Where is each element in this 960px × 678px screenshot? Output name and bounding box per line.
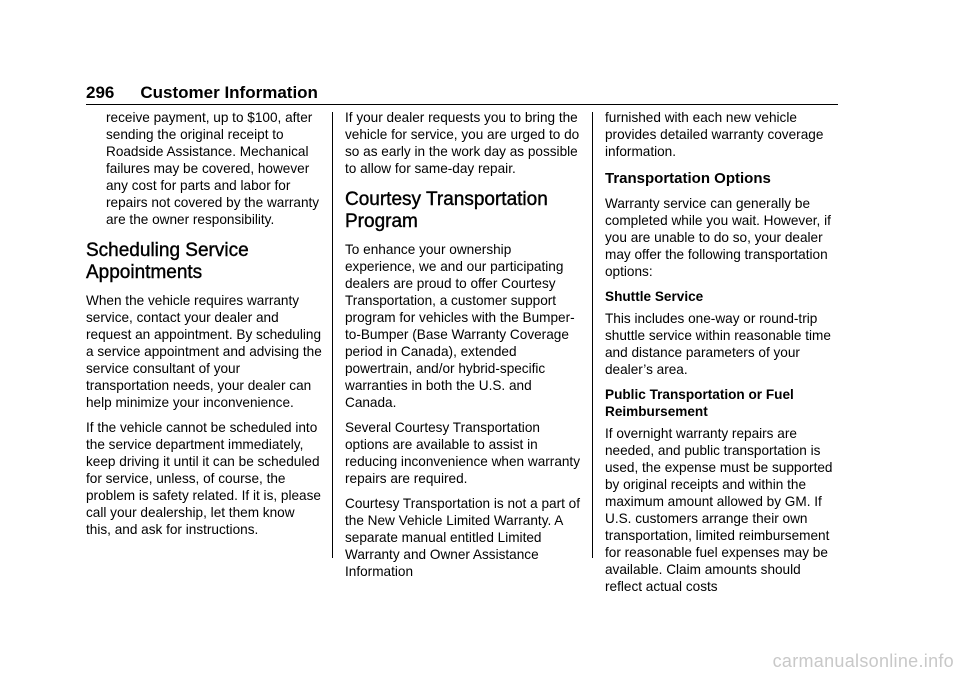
- column-1: [86, 109, 322, 546]
- shuttle-service-heading: Shuttle Service: [605, 289, 704, 304]
- courtesy-paragraph-2: Several Courtesy Transportation options are available to assist in reducing inconvenience when warranty repairs are required.: [345, 420, 581, 486]
- column-divider-2: [592, 112, 593, 558]
- section-title: Customer Information: [140, 83, 318, 102]
- page-header: [86, 82, 318, 104]
- scheduling-paragraph-2: If the vehicle cannot be scheduled into the service department immediately, keep driving it until it can be scheduled for service, unless, of course, the problem is safety related. If it is, please call your dealership, let them know this, and ask for instructions.: [86, 420, 321, 537]
- courtesy-paragraph-1: To enhance your ownership experience, we and our participating dealers are proud to offer Courtesy Transportation, a customer support program for vehicles with the Bumper-to-Bumper (Base Warranty Coverage period in Canada), extended powertrain, and/or hybrid-specific warranties in both the U.S. and Canada.: [345, 242, 575, 410]
- shuttle-service-paragraph: This includes one-way or round-trip shuttle service within reasonable time and distance parameters of your dealer’s area.: [605, 311, 831, 377]
- public-transport-paragraph: If overnight warranty repairs are needed, and public transportation is used, the expense must be supported by original receipts and within the maximum amount allowed by GM. If U.S. customers arrange their own transportation, limited reimbursement for reasonable fuel expenses may be available. Claim amounts should reflect actual costs: [605, 426, 833, 594]
- scheduling-paragraph-1: When the vehicle requires warranty service, contact your dealer and request an appointment. By scheduling a service appointment and advising the service consultant of your transportation needs, your dealer can help minimize your inconvenience.: [86, 293, 322, 410]
- column-3: [605, 109, 841, 603]
- transportation-options-paragraph: Warranty service can generally be completed while you wait. However, if you are unable to do so, your dealer may offer the following transportation options:: [605, 196, 831, 279]
- column-2: [345, 109, 581, 588]
- dealer-request-paragraph: If your dealer requests you to bring the vehicle for service, you are urged to do so as early in the work day as possible to allow for same-day repair.: [345, 110, 580, 176]
- transportation-options-heading: Transportation Options: [605, 170, 771, 187]
- page-number: 296: [86, 83, 115, 102]
- courtesy-paragraph-3: Courtesy Transportation is not a part of the New Vehicle Limited Warranty. A separate manual entitled Limited Warranty and Owner Assistance Information: [345, 496, 580, 579]
- header-rule: [86, 104, 838, 105]
- furnished-paragraph: furnished with each new vehicle provides detailed warranty coverage information.: [605, 110, 824, 159]
- column-divider-1: [332, 112, 333, 558]
- public-transport-heading: Public Transportation or Fuel Reimbursement: [605, 387, 794, 419]
- roadside-continued-paragraph: receive payment, up to $100, after sending the original receipt to Roadside Assistance. Mechanical failures may be covered, however any cost for parts and labor for repairs not covered by the warranty are the owner responsibility.: [106, 110, 320, 227]
- courtesy-transportation-heading: Courtesy Transportation Program: [345, 189, 548, 232]
- watermark: carmanualsonline.info: [772, 651, 954, 671]
- scheduling-service-heading: Scheduling Service Appointments: [86, 240, 249, 283]
